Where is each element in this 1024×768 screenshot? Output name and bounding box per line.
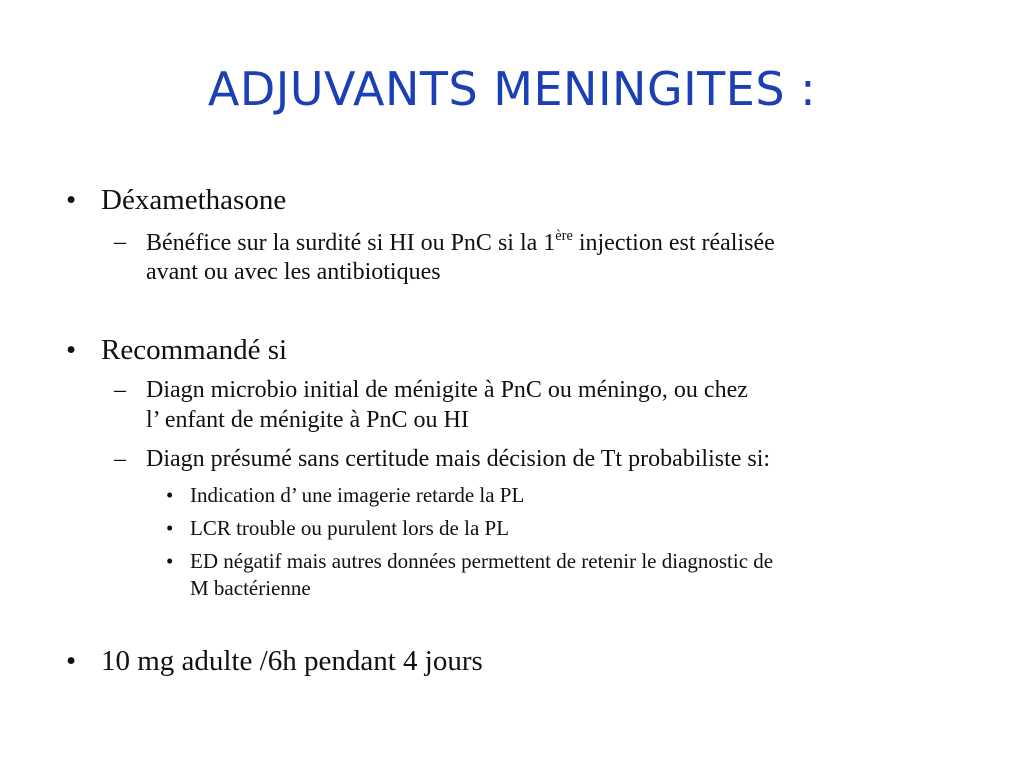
sub-sub-item-ed-negatif: ED négatif mais autres données permettent de retenir le diagnostic de bbox=[190, 549, 774, 573]
sub-item-diagn-microbio-continuation: l’ enfant de ménigite à PnC ou HI bbox=[146, 407, 469, 433]
dash-icon: – bbox=[114, 229, 126, 255]
sub-item-diagn-presume: Diagn présumé sans certitude mais décision de Tt probabiliste si: bbox=[146, 446, 771, 472]
bullet-icon: • bbox=[66, 645, 77, 677]
sub-item-benefice bbox=[146, 229, 775, 257]
bullet-item-dosage: 10 mg adulte /6h pendant 4 jours bbox=[101, 645, 483, 677]
superscript-ere: ère bbox=[555, 228, 573, 244]
bullet-item-dexamethasone: Déxamethasone bbox=[101, 184, 287, 216]
bullet-item-recommande: Recommandé si bbox=[101, 334, 288, 366]
slide-title: ADJUVANTS MENINGITES : bbox=[207, 62, 817, 116]
bullet-icon: • bbox=[166, 549, 174, 573]
bullet-icon: • bbox=[166, 483, 174, 507]
bullet-icon: • bbox=[66, 334, 77, 366]
dash-icon: – bbox=[114, 377, 126, 403]
sub-sub-item-imagerie: Indication d’ une imagerie retarde la PL bbox=[190, 483, 525, 507]
sub-item-benefice-continuation: avant ou avec les antibiotiques bbox=[146, 259, 441, 285]
sub-item-benefice-text-after: injection est réalisée bbox=[572, 230, 775, 256]
bullet-icon: • bbox=[166, 516, 174, 540]
sub-item-benefice-text: Bénéfice sur la surdité si HI ou PnC si la 1 bbox=[146, 230, 556, 256]
sub-item-diagn-microbio: Diagn microbio initial de ménigite à PnC ou méningo, ou chez bbox=[146, 377, 748, 403]
sub-sub-item-ed-negatif-continuation: M bactérienne bbox=[190, 576, 311, 600]
dash-icon: – bbox=[114, 446, 126, 472]
sub-sub-item-lcr: LCR trouble ou purulent lors de la PL bbox=[190, 516, 510, 540]
bullet-icon: • bbox=[66, 184, 77, 216]
